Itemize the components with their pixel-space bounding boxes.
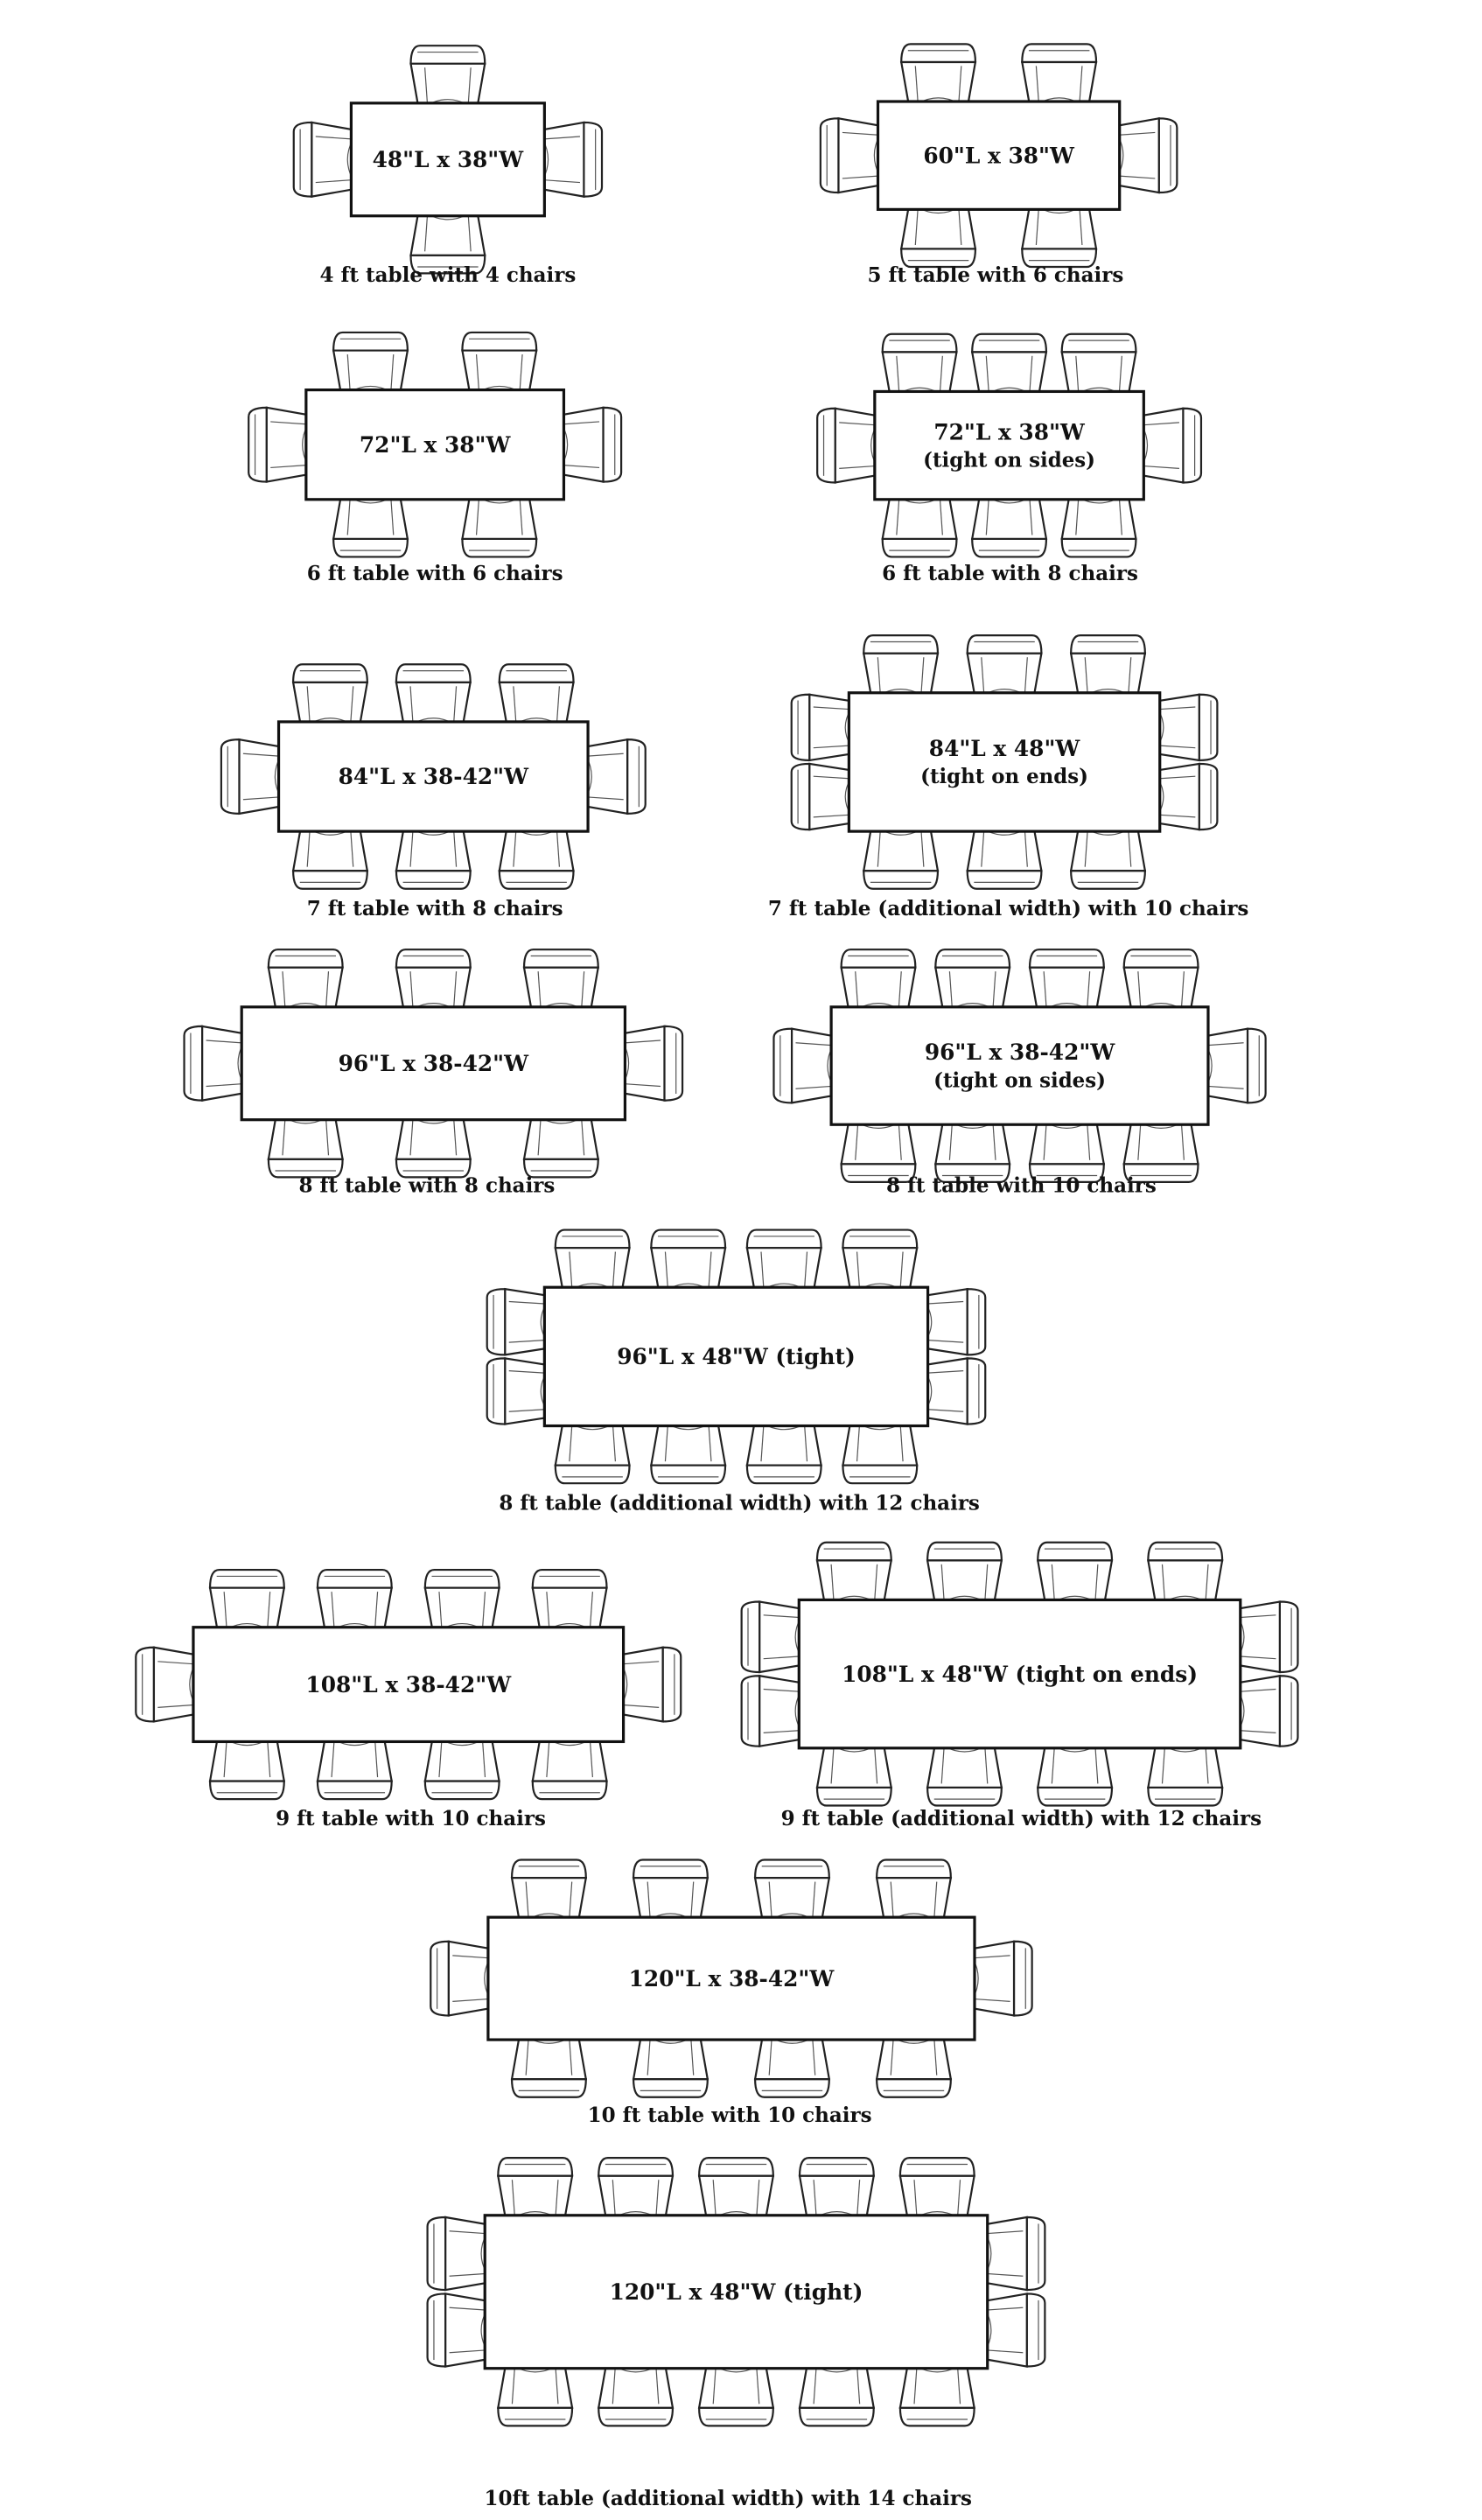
table-dimension-label: (tight on sides) (933, 1069, 1106, 1093)
chair-icon (556, 1230, 630, 1295)
chair-icon (800, 2362, 874, 2426)
chair-icon (877, 2033, 951, 2097)
chair-icon (617, 1648, 682, 1722)
chair-icon (293, 824, 367, 889)
layout-caption: 8 ft table with 10 chairs (885, 1173, 1157, 1198)
chair-icon (842, 1419, 917, 1484)
chair-icon (581, 739, 646, 814)
chair-icon (699, 2362, 773, 2426)
seating-layout-9ft-12 (742, 1543, 1298, 1830)
layout-caption: 6 ft table with 6 chairs (306, 561, 563, 585)
chair-icon (900, 2362, 975, 2426)
chair-icon (877, 1860, 951, 1925)
chair-icon (1071, 635, 1145, 700)
chair-icon (817, 1741, 891, 1806)
chair-icon (318, 1570, 392, 1634)
chair-icon (533, 1734, 607, 1799)
table-dimension-label: 108"L x 48"W (tight on ends) (842, 1661, 1199, 1687)
seating-layout-8ft-12 (487, 1230, 986, 1516)
chair-icon (512, 2033, 586, 2097)
chair-icon (968, 635, 1042, 700)
chair-icon (742, 1602, 807, 1672)
chair-icon (462, 332, 536, 397)
seating-layout-6ft-6 (248, 332, 621, 585)
layout-caption: 10 ft table with 10 chairs (587, 2103, 872, 2127)
layout-caption: 5 ft table with 6 chairs (867, 263, 1124, 288)
chair-icon (755, 2033, 829, 2097)
chair-icon (1038, 1543, 1112, 1607)
chair-icon (1148, 1543, 1222, 1607)
table-dimension-label: (tight on ends) (920, 766, 1088, 789)
chair-icon (512, 1860, 586, 1925)
chair-icon (1022, 202, 1096, 267)
chair-icon (1153, 695, 1218, 760)
chair-icon (294, 122, 359, 197)
chair-icon (935, 949, 1010, 1014)
chair-icon (742, 1676, 807, 1746)
chair-icon (1234, 1676, 1298, 1746)
chair-icon (747, 1419, 821, 1484)
chair-icon (269, 949, 343, 1014)
table-dimension-label: (tight on sides) (923, 449, 1095, 472)
table-dimension-label: 72"L x 38"W (933, 419, 1085, 445)
chair-icon (1136, 409, 1201, 483)
chair-icon (487, 1358, 552, 1424)
chair-icon (462, 493, 536, 557)
chair-icon (1201, 1029, 1266, 1103)
chair-icon (1148, 1741, 1222, 1806)
layout-caption: 4 ft table with 4 chairs (319, 263, 577, 288)
chair-icon (1071, 824, 1145, 889)
chair-icon (425, 1570, 500, 1634)
chair-icon (333, 493, 408, 557)
chair-icon (883, 334, 957, 399)
chair-icon (411, 46, 486, 110)
chair-icon (1038, 1741, 1112, 1806)
chair-icon (1234, 1602, 1298, 1672)
table-dimension-label: 108"L x 38-42"W (305, 1671, 512, 1698)
chair-icon (901, 44, 975, 108)
chair-icon (500, 824, 574, 889)
table-dimension-label: 48"L x 38"W (372, 146, 524, 172)
seating-layout-8ft-8 (185, 949, 683, 1197)
chair-icon (921, 1289, 986, 1354)
chair-icon (968, 1942, 1032, 2016)
chair-icon (487, 1289, 552, 1354)
seating-layout-5ft-6 (821, 44, 1178, 287)
chair-icon (524, 949, 598, 1014)
chair-icon (842, 1117, 916, 1182)
layout-caption: 9 ft table with 10 chairs (276, 1807, 546, 1831)
chair-icon (927, 1741, 1002, 1806)
chair-icon (396, 1113, 471, 1178)
chair-icon (699, 2158, 773, 2222)
table-dimension-label: 72"L x 38"W (359, 431, 511, 458)
chair-icon (396, 949, 471, 1014)
chair-icon (396, 664, 471, 729)
chair-icon (1030, 1117, 1104, 1182)
chair-icon (618, 1026, 682, 1101)
chair-icon (293, 664, 367, 729)
chair-icon (651, 1419, 725, 1484)
chair-icon (1062, 493, 1136, 557)
chair-icon (817, 409, 882, 483)
layout-caption: 7 ft table with 8 chairs (306, 896, 563, 920)
chair-icon (972, 493, 1046, 557)
layout-caption: 8 ft table with 8 chairs (298, 1173, 556, 1198)
chair-icon (498, 2362, 572, 2426)
chair-icon (1062, 334, 1136, 399)
chair-icon (863, 824, 938, 889)
chair-icon (773, 1029, 838, 1103)
chair-icon (210, 1570, 284, 1634)
chair-icon (598, 2362, 673, 2426)
chair-icon (210, 1734, 284, 1799)
table-dimension-label: 84"L x 48"W (928, 736, 1080, 762)
chair-icon (248, 408, 313, 482)
chair-icon (981, 2217, 1045, 2290)
table-dimension-label: 96"L x 38-42"W (924, 1040, 1115, 1066)
chair-icon (1022, 44, 1096, 108)
chair-icon (651, 1230, 725, 1295)
chair-icon (755, 1860, 829, 1925)
layout-caption: 6 ft table with 8 chairs (882, 561, 1138, 585)
chair-icon (817, 1543, 891, 1607)
chair-icon (981, 2293, 1045, 2366)
chair-icon (900, 2158, 975, 2222)
chair-icon (1124, 949, 1199, 1014)
chair-icon (333, 332, 408, 397)
layout-caption: 9 ft table (additional width) with 12 chairs (780, 1807, 1262, 1831)
layout-caption: 7 ft table (additional width) with 10 chairs (767, 896, 1249, 920)
chair-icon (1113, 118, 1178, 192)
chair-icon (842, 949, 916, 1014)
chair-icon (430, 1942, 495, 2016)
seating-layout-4ft-4 (294, 46, 602, 287)
chair-icon (821, 118, 885, 192)
table-rectangle (875, 391, 1143, 499)
table-rectangle (831, 1007, 1208, 1124)
seating-layout-10ft-14 (428, 2158, 1045, 2510)
seating-layout-6ft-8 (817, 334, 1201, 585)
chair-icon (524, 1113, 598, 1178)
chair-icon (921, 1358, 986, 1424)
chair-icon (396, 824, 471, 889)
chair-icon (1153, 764, 1218, 830)
table-dimension-label: 120"L x 48"W (tight) (609, 2278, 863, 2305)
chair-icon (927, 1543, 1002, 1607)
chair-icon (633, 1860, 708, 1925)
chair-icon (968, 824, 1042, 889)
chair-icon (318, 1734, 392, 1799)
chair-icon (863, 635, 938, 700)
chair-icon (221, 739, 286, 814)
chair-icon (935, 1117, 1010, 1182)
table-dimension-label: 120"L x 38-42"W (628, 1965, 835, 1992)
table-dimension-label: 96"L x 38-42"W (338, 1050, 529, 1076)
seating-layout-8ft-10 (773, 949, 1265, 1197)
chair-icon (556, 408, 621, 482)
chair-icon (428, 2293, 493, 2366)
chair-icon (842, 1230, 917, 1295)
seating-layout-7ft-10 (768, 635, 1248, 920)
layout-caption: 8 ft table (additional width) with 12 chairs (499, 1491, 980, 1516)
chair-icon (633, 2033, 708, 2097)
seating-layout-7ft-8 (221, 664, 646, 920)
seating-layout-9ft-10 (136, 1570, 681, 1830)
chair-icon (792, 764, 856, 830)
chair-icon (556, 1419, 630, 1484)
table-dimension-label: 84"L x 38-42"W (338, 764, 529, 790)
chair-icon (792, 695, 856, 760)
chair-icon (901, 202, 975, 267)
chair-icon (136, 1648, 200, 1722)
chair-icon (598, 2158, 673, 2222)
layout-caption: 10ft table (additional width) with 14 chairs (484, 2487, 973, 2511)
chair-icon (800, 2158, 874, 2222)
table-dimension-label: 60"L x 38"W (923, 143, 1074, 169)
chair-icon (533, 1570, 607, 1634)
chair-icon (1124, 1117, 1199, 1182)
table-dimension-label: 96"L x 48"W (tight) (617, 1344, 856, 1370)
chair-icon (972, 334, 1046, 399)
seating-layout-10ft-10 (430, 1860, 1031, 2127)
chair-icon (1030, 949, 1104, 1014)
chair-icon (537, 122, 602, 197)
chair-icon (747, 1230, 821, 1295)
chair-icon (498, 2158, 572, 2222)
chair-icon (269, 1113, 343, 1178)
chair-icon (425, 1734, 500, 1799)
chair-icon (428, 2217, 493, 2290)
table-rectangle (849, 693, 1159, 831)
chair-icon (185, 1026, 249, 1101)
chair-icon (883, 493, 957, 557)
chair-icon (500, 664, 574, 729)
